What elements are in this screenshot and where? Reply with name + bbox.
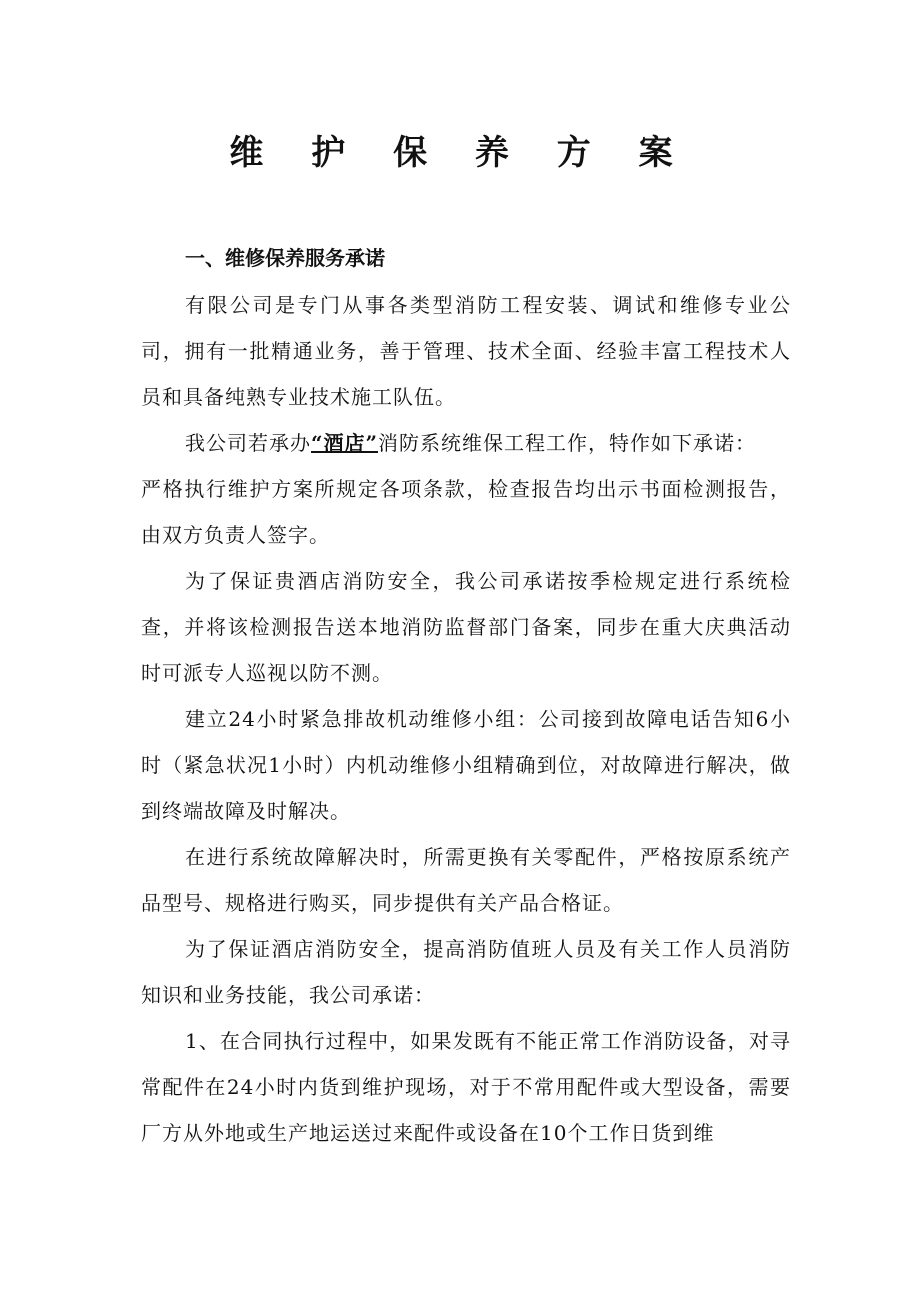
hotel-name-underlined: “酒店” [311, 431, 379, 455]
paragraph-training-commitment: 为了保证酒店消防安全，提高消防值班人员及有关工作人员消防知识和业务技能，我公司承诺： [141, 937, 791, 1007]
paragraph-emergency-team: 建立24小时紧急排故机动维修小组：公司接到故障电话告知6小时（紧急状况1小时）内机动维修小组精确到位，对故障进行解决，做到终端故障及时解决。 [141, 707, 791, 823]
section-heading: 一、维修保养服务承诺 [185, 246, 385, 270]
paragraph-quarterly-check: 为了保证贵酒店消防安全，我公司承诺按季检规定进行系统检查，并将该检测报告送本地消防监督部门备案，同步在重大庆典活动时可派专人巡视以防不测。 [141, 569, 791, 685]
paragraph-company-intro: 有限公司是专门从事各类型消防工程安装、调试和维修专业公司，拥有一批精通业务，善于管理、技术全面、经验丰富工程技术人员和具备纯熟专业技术施工队伍。 [141, 293, 791, 409]
paragraph-commitment-after: 消防系统维保工程工作，特作如下承诺： [378, 431, 757, 455]
paragraph-commitment-intro [141, 420, 791, 466]
paragraph-commitment-before: 我公司若承办 [185, 431, 311, 455]
paragraph-replacement-parts: 在进行系统故障解决时，所需更换有关零配件，严格按原系统产品型号、规格进行购买，同步提供有关产品合格证。 [141, 845, 791, 915]
document-body [141, 282, 791, 1156]
paragraph-item-1: 1、在合同执行过程中，如果发既有不能正常工作消防设备，对寻常配件在24小时内货到维护现场，对于不常用配件或大型设备，需要厂方从外地或生产地运送过来配件或设备在10个工作日货到维 [141, 1029, 791, 1145]
paragraph-strict-execution: 严格执行维护方案所规定各项条款，检查报告均出示书面检测报告，由双方负责人签字。 [141, 477, 791, 547]
document-title: 维 护 保 养 方 案 [229, 133, 691, 173]
